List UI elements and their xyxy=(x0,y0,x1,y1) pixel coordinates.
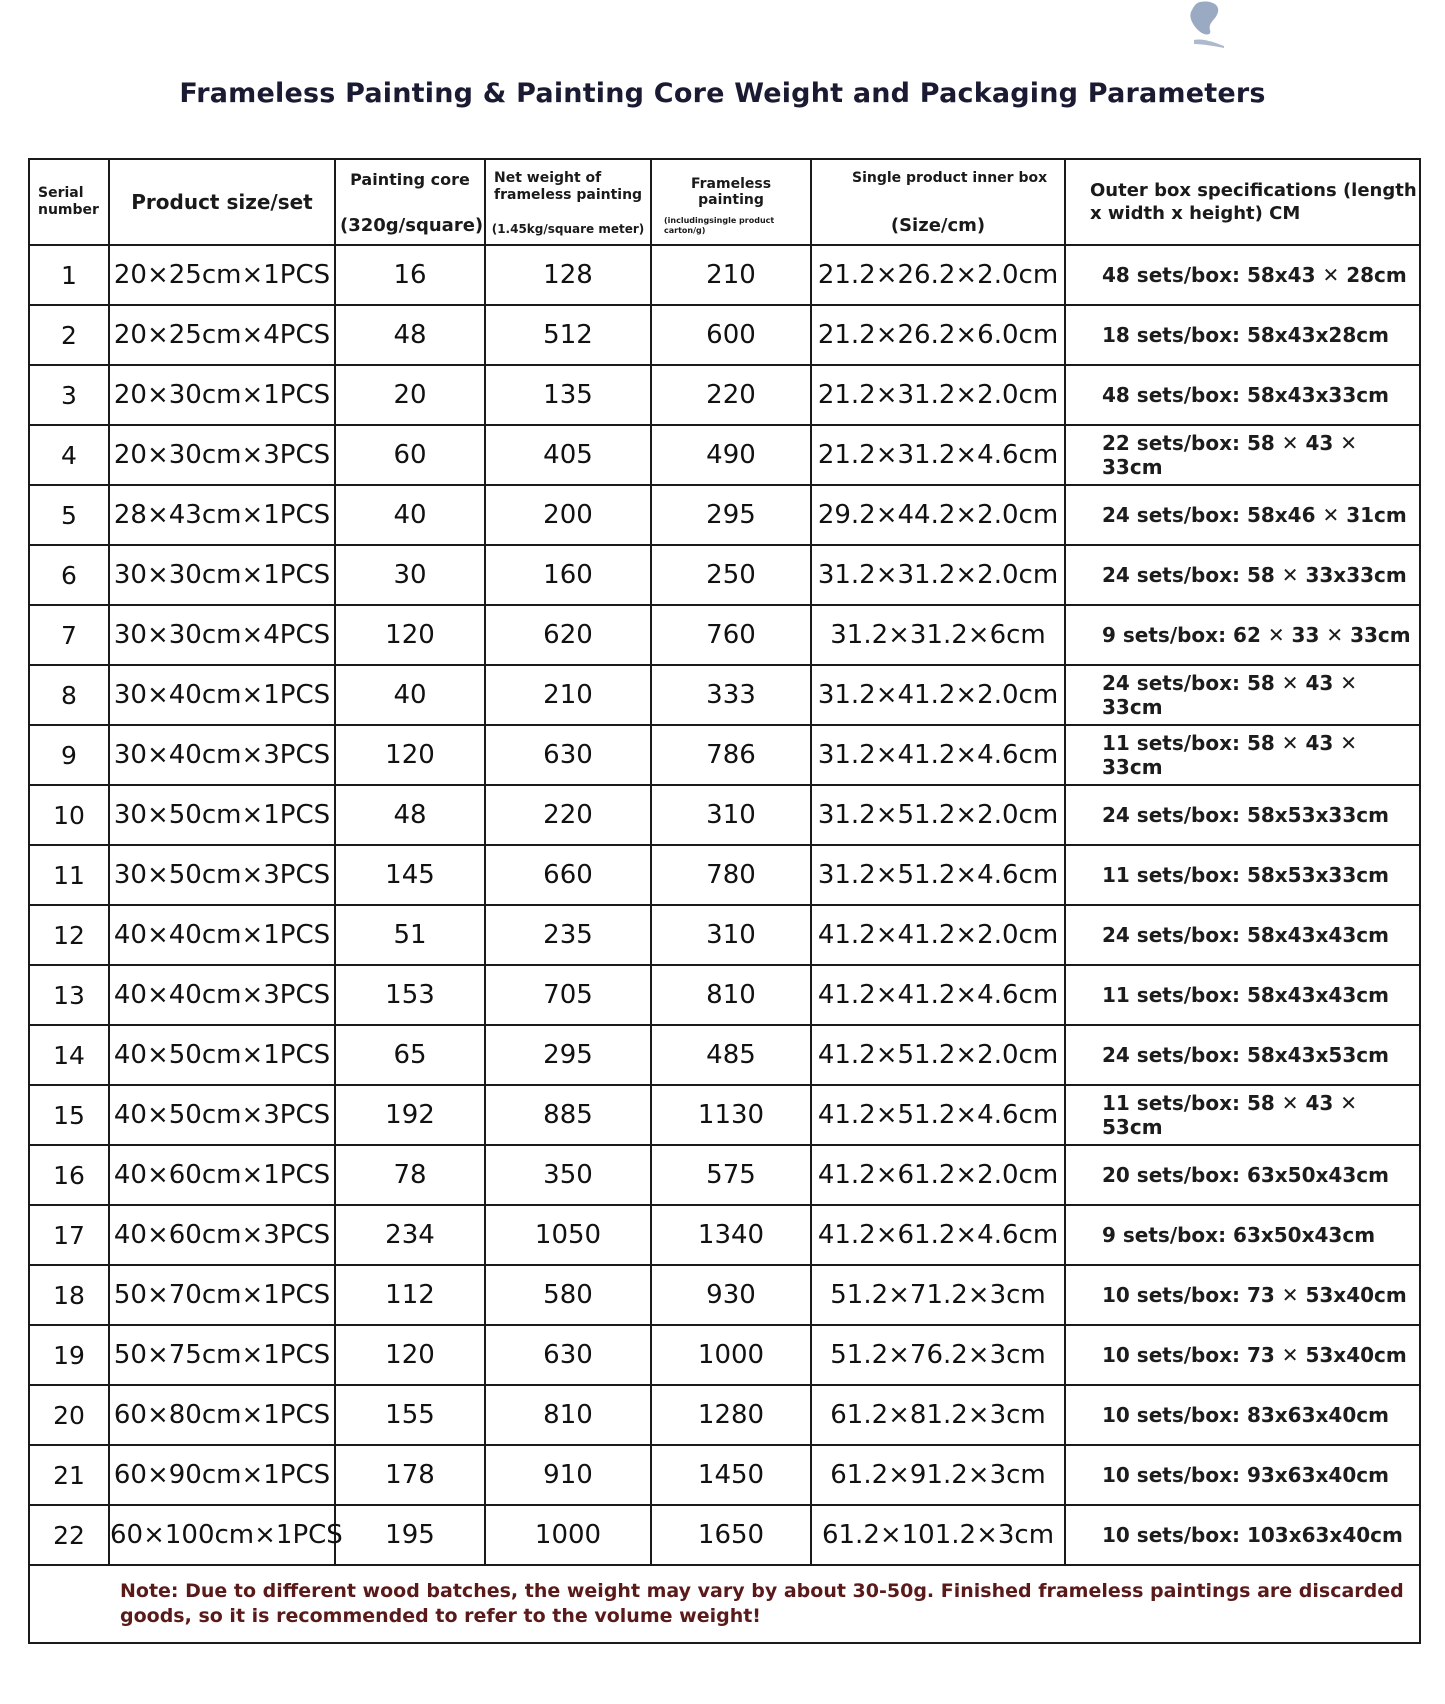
cell-serial-number: 18 xyxy=(29,1265,109,1325)
cell-serial-number: 6 xyxy=(29,545,109,605)
cell-inner-box: 61.2×91.2×3cm xyxy=(811,1445,1065,1505)
cell-frameless-painting: 600 xyxy=(651,305,811,365)
cell-net-weight: 660 xyxy=(485,845,651,905)
cell-inner-box: 31.2×41.2×4.6cm xyxy=(811,725,1065,785)
cell-frameless-painting: 310 xyxy=(651,905,811,965)
cell-frameless-painting: 485 xyxy=(651,1025,811,1085)
cell-net-weight: 620 xyxy=(485,605,651,665)
cell-outer-box: 24 sets/box: 58x46 ✕ 31cm xyxy=(1065,485,1420,545)
cell-net-weight: 210 xyxy=(485,665,651,725)
cell-inner-box: 21.2×31.2×4.6cm xyxy=(811,425,1065,485)
table-row xyxy=(29,1505,1420,1565)
table-row xyxy=(29,1145,1420,1205)
cell-painting-core: 40 xyxy=(335,485,485,545)
cell-painting-core: 60 xyxy=(335,425,485,485)
cell-serial-number: 11 xyxy=(29,845,109,905)
cell-product-size: 20×30cm×3PCS xyxy=(109,425,335,485)
cell-net-weight: 705 xyxy=(485,965,651,1025)
header-inner-box-unit: (Size/cm) xyxy=(890,215,986,236)
cell-outer-box: 20 sets/box: 63x50x43cm xyxy=(1065,1145,1420,1205)
cell-painting-core: 145 xyxy=(335,845,485,905)
cell-serial-number: 4 xyxy=(29,425,109,485)
cell-outer-box: 11 sets/box: 58 ✕ 43 ✕ 53cm xyxy=(1065,1085,1420,1145)
cell-product-size: 20×25cm×1PCS xyxy=(109,245,335,305)
cell-outer-box: 10 sets/box: 93x63x40cm xyxy=(1065,1445,1420,1505)
cell-painting-core: 178 xyxy=(335,1445,485,1505)
cell-frameless-painting: 295 xyxy=(651,485,811,545)
cell-painting-core: 120 xyxy=(335,605,485,665)
cell-painting-core: 30 xyxy=(335,545,485,605)
cell-inner-box: 31.2×31.2×2.0cm xyxy=(811,545,1065,605)
cell-painting-core: 153 xyxy=(335,965,485,1025)
cell-product-size: 30×50cm×3PCS xyxy=(109,845,335,905)
page-title: Frameless Painting & Painting Core Weight and Packaging Parameters xyxy=(179,78,1266,109)
cell-outer-box: 24 sets/box: 58x43x43cm xyxy=(1065,905,1420,965)
cell-painting-core: 16 xyxy=(335,245,485,305)
cell-frameless-painting: 780 xyxy=(651,845,811,905)
cell-inner-box: 21.2×31.2×2.0cm xyxy=(811,365,1065,425)
cell-product-size: 30×30cm×1PCS xyxy=(109,545,335,605)
cell-serial-number: 5 xyxy=(29,485,109,545)
cell-outer-box: 11 sets/box: 58 ✕ 43 ✕ 33cm xyxy=(1065,725,1420,785)
cell-frameless-painting: 786 xyxy=(651,725,811,785)
header-painting-core-label: Painting core xyxy=(350,170,470,189)
note-text: Note: Due to different wood batches, the weight may vary by about 30-50g. Finished frameless paintings are discarded goods, so it is recommended to refer to the volume weight! xyxy=(29,1565,1420,1643)
header-frameless-painting xyxy=(651,159,811,245)
cell-product-size: 40×50cm×3PCS xyxy=(109,1085,335,1145)
cell-net-weight: 630 xyxy=(485,1325,651,1385)
cell-painting-core: 65 xyxy=(335,1025,485,1085)
cell-serial-number: 2 xyxy=(29,305,109,365)
cell-serial-number: 1 xyxy=(29,245,109,305)
cell-frameless-painting: 210 xyxy=(651,245,811,305)
cell-serial-number: 20 xyxy=(29,1385,109,1445)
logo-mark-icon xyxy=(1180,0,1230,54)
cell-serial-number: 22 xyxy=(29,1505,109,1565)
cell-net-weight: 1000 xyxy=(485,1505,651,1565)
cell-painting-core: 155 xyxy=(335,1385,485,1445)
cell-product-size: 60×90cm×1PCS xyxy=(109,1445,335,1505)
header-inner-box-label: Single product inner box xyxy=(852,170,1048,186)
cell-inner-box: 61.2×101.2×3cm xyxy=(811,1505,1065,1565)
cell-inner-box: 29.2×44.2×2.0cm xyxy=(811,485,1065,545)
header-net-weight xyxy=(485,159,651,245)
table-row xyxy=(29,1085,1420,1145)
cell-net-weight: 220 xyxy=(485,785,651,845)
cell-painting-core: 40 xyxy=(335,665,485,725)
cell-inner-box: 61.2×81.2×3cm xyxy=(811,1385,1065,1445)
cell-product-size: 60×100cm×1PCS xyxy=(109,1505,335,1565)
cell-painting-core: 192 xyxy=(335,1085,485,1145)
cell-product-size: 50×70cm×1PCS xyxy=(109,1265,335,1325)
cell-net-weight: 295 xyxy=(485,1025,651,1085)
cell-serial-number: 15 xyxy=(29,1085,109,1145)
cell-outer-box: 24 sets/box: 58x53x33cm xyxy=(1065,785,1420,845)
cell-product-size: 40×60cm×3PCS xyxy=(109,1205,335,1265)
table-row xyxy=(29,845,1420,905)
cell-product-size: 30×40cm×1PCS xyxy=(109,665,335,725)
cell-outer-box: 10 sets/box: 73 ✕ 53x40cm xyxy=(1065,1265,1420,1325)
cell-outer-box: 9 sets/box: 62 ✕ 33 ✕ 33cm xyxy=(1065,605,1420,665)
cell-frameless-painting: 1450 xyxy=(651,1445,811,1505)
cell-painting-core: 48 xyxy=(335,785,485,845)
table-row xyxy=(29,785,1420,845)
table-row xyxy=(29,425,1420,485)
cell-inner-box: 51.2×76.2×3cm xyxy=(811,1325,1065,1385)
cell-inner-box: 41.2×51.2×2.0cm xyxy=(811,1025,1065,1085)
cell-net-weight: 630 xyxy=(485,725,651,785)
header-painting-core xyxy=(335,159,485,245)
cell-frameless-painting: 333 xyxy=(651,665,811,725)
cell-outer-box: 24 sets/box: 58 ✕ 43 ✕ 33cm xyxy=(1065,665,1420,725)
cell-serial-number: 10 xyxy=(29,785,109,845)
cell-painting-core: 234 xyxy=(335,1205,485,1265)
cell-painting-core: 48 xyxy=(335,305,485,365)
cell-net-weight: 235 xyxy=(485,905,651,965)
header-frameless-unit: (includingsingle product carton/g) xyxy=(664,216,775,235)
cell-net-weight: 885 xyxy=(485,1085,651,1145)
parameters-table xyxy=(28,158,1421,1644)
cell-frameless-painting: 1280 xyxy=(651,1385,811,1445)
table-body xyxy=(29,245,1420,1565)
cell-frameless-painting: 310 xyxy=(651,785,811,845)
cell-product-size: 30×40cm×3PCS xyxy=(109,725,335,785)
header-frameless-label: Frameless painting xyxy=(690,176,772,208)
header-serial-number: Serial number xyxy=(29,159,109,245)
cell-frameless-painting: 1650 xyxy=(651,1505,811,1565)
table-row xyxy=(29,665,1420,725)
cell-inner-box: 31.2×31.2×6cm xyxy=(811,605,1065,665)
cell-serial-number: 3 xyxy=(29,365,109,425)
cell-painting-core: 112 xyxy=(335,1265,485,1325)
cell-product-size: 20×30cm×1PCS xyxy=(109,365,335,425)
cell-net-weight: 405 xyxy=(485,425,651,485)
cell-net-weight: 160 xyxy=(485,545,651,605)
table-row xyxy=(29,605,1420,665)
cell-painting-core: 195 xyxy=(335,1505,485,1565)
cell-outer-box: 24 sets/box: 58x43x53cm xyxy=(1065,1025,1420,1085)
header-net-weight-unit: (1.45kg/square meter) xyxy=(491,222,645,236)
cell-product-size: 60×80cm×1PCS xyxy=(109,1385,335,1445)
table-row xyxy=(29,1445,1420,1505)
cell-serial-number: 7 xyxy=(29,605,109,665)
cell-net-weight: 1050 xyxy=(485,1205,651,1265)
cell-inner-box: 41.2×61.2×4.6cm xyxy=(811,1205,1065,1265)
cell-frameless-painting: 250 xyxy=(651,545,811,605)
cell-product-size: 40×40cm×1PCS xyxy=(109,905,335,965)
cell-serial-number: 12 xyxy=(29,905,109,965)
cell-serial-number: 17 xyxy=(29,1205,109,1265)
cell-net-weight: 910 xyxy=(485,1445,651,1505)
cell-frameless-painting: 930 xyxy=(651,1265,811,1325)
cell-inner-box: 31.2×51.2×2.0cm xyxy=(811,785,1065,845)
cell-inner-box: 41.2×61.2×2.0cm xyxy=(811,1145,1065,1205)
cell-product-size: 30×50cm×1PCS xyxy=(109,785,335,845)
cell-net-weight: 200 xyxy=(485,485,651,545)
cell-frameless-painting: 810 xyxy=(651,965,811,1025)
table-row xyxy=(29,1265,1420,1325)
cell-outer-box: 11 sets/box: 58x43x43cm xyxy=(1065,965,1420,1025)
cell-product-size: 30×30cm×4PCS xyxy=(109,605,335,665)
cell-painting-core: 78 xyxy=(335,1145,485,1205)
cell-serial-number: 8 xyxy=(29,665,109,725)
cell-inner-box: 31.2×41.2×2.0cm xyxy=(811,665,1065,725)
cell-frameless-painting: 1130 xyxy=(651,1085,811,1145)
header-inner-box xyxy=(811,159,1065,245)
table-row xyxy=(29,245,1420,305)
cell-serial-number: 14 xyxy=(29,1025,109,1085)
cell-frameless-painting: 1000 xyxy=(651,1325,811,1385)
cell-net-weight: 810 xyxy=(485,1385,651,1445)
table-row xyxy=(29,365,1420,425)
cell-outer-box: 24 sets/box: 58 ✕ 33x33cm xyxy=(1065,545,1420,605)
note-row xyxy=(29,1565,1420,1643)
cell-product-size: 40×40cm×3PCS xyxy=(109,965,335,1025)
cell-inner-box: 41.2×41.2×4.6cm xyxy=(811,965,1065,1025)
cell-outer-box: 10 sets/box: 83x63x40cm xyxy=(1065,1385,1420,1445)
cell-serial-number: 13 xyxy=(29,965,109,1025)
cell-inner-box: 41.2×41.2×2.0cm xyxy=(811,905,1065,965)
cell-net-weight: 512 xyxy=(485,305,651,365)
cell-frameless-painting: 1340 xyxy=(651,1205,811,1265)
cell-inner-box: 21.2×26.2×6.0cm xyxy=(811,305,1065,365)
cell-product-size: 50×75cm×1PCS xyxy=(109,1325,335,1385)
table-row xyxy=(29,965,1420,1025)
cell-inner-box: 21.2×26.2×2.0cm xyxy=(811,245,1065,305)
cell-product-size: 40×50cm×1PCS xyxy=(109,1025,335,1085)
cell-net-weight: 128 xyxy=(485,245,651,305)
cell-outer-box: 48 sets/box: 58x43 ✕ 28cm xyxy=(1065,245,1420,305)
cell-outer-box: 22 sets/box: 58 ✕ 43 ✕ 33cm xyxy=(1065,425,1420,485)
cell-outer-box: 10 sets/box: 103x63x40cm xyxy=(1065,1505,1420,1565)
cell-painting-core: 20 xyxy=(335,365,485,425)
table-row xyxy=(29,1385,1420,1445)
cell-frameless-painting: 220 xyxy=(651,365,811,425)
cell-net-weight: 350 xyxy=(485,1145,651,1205)
cell-product-size: 40×60cm×1PCS xyxy=(109,1145,335,1205)
cell-serial-number: 16 xyxy=(29,1145,109,1205)
cell-inner-box: 41.2×51.2×4.6cm xyxy=(811,1085,1065,1145)
table-row xyxy=(29,545,1420,605)
cell-outer-box: 9 sets/box: 63x50x43cm xyxy=(1065,1205,1420,1265)
cell-frameless-painting: 575 xyxy=(651,1145,811,1205)
cell-painting-core: 120 xyxy=(335,1325,485,1385)
table-header-row xyxy=(29,159,1420,245)
header-outer-box: Outer box specifications (length x width x height) CM xyxy=(1065,159,1420,245)
cell-outer-box: 10 sets/box: 73 ✕ 53x40cm xyxy=(1065,1325,1420,1385)
table-row xyxy=(29,305,1420,365)
cell-serial-number: 21 xyxy=(29,1445,109,1505)
cell-outer-box: 18 sets/box: 58x43x28cm xyxy=(1065,305,1420,365)
cell-serial-number: 19 xyxy=(29,1325,109,1385)
cell-outer-box: 11 sets/box: 58x53x33cm xyxy=(1065,845,1420,905)
table-row xyxy=(29,725,1420,785)
cell-serial-number: 9 xyxy=(29,725,109,785)
table-row xyxy=(29,1025,1420,1085)
cell-net-weight: 580 xyxy=(485,1265,651,1325)
cell-product-size: 20×25cm×4PCS xyxy=(109,305,335,365)
header-net-weight-label: Net weight of frameless painting xyxy=(494,170,643,203)
cell-frameless-painting: 760 xyxy=(651,605,811,665)
cell-inner-box: 31.2×51.2×4.6cm xyxy=(811,845,1065,905)
cell-net-weight: 135 xyxy=(485,365,651,425)
header-product-size: Product size/set xyxy=(109,159,335,245)
table-row xyxy=(29,1205,1420,1265)
cell-painting-core: 51 xyxy=(335,905,485,965)
table-row xyxy=(29,1325,1420,1385)
cell-inner-box: 51.2×71.2×3cm xyxy=(811,1265,1065,1325)
cell-outer-box: 48 sets/box: 58x43x33cm xyxy=(1065,365,1420,425)
cell-product-size: 28×43cm×1PCS xyxy=(109,485,335,545)
cell-painting-core: 120 xyxy=(335,725,485,785)
header-painting-core-unit: (320g/square) xyxy=(340,215,484,236)
table-row xyxy=(29,485,1420,545)
table-row xyxy=(29,905,1420,965)
cell-frameless-painting: 490 xyxy=(651,425,811,485)
